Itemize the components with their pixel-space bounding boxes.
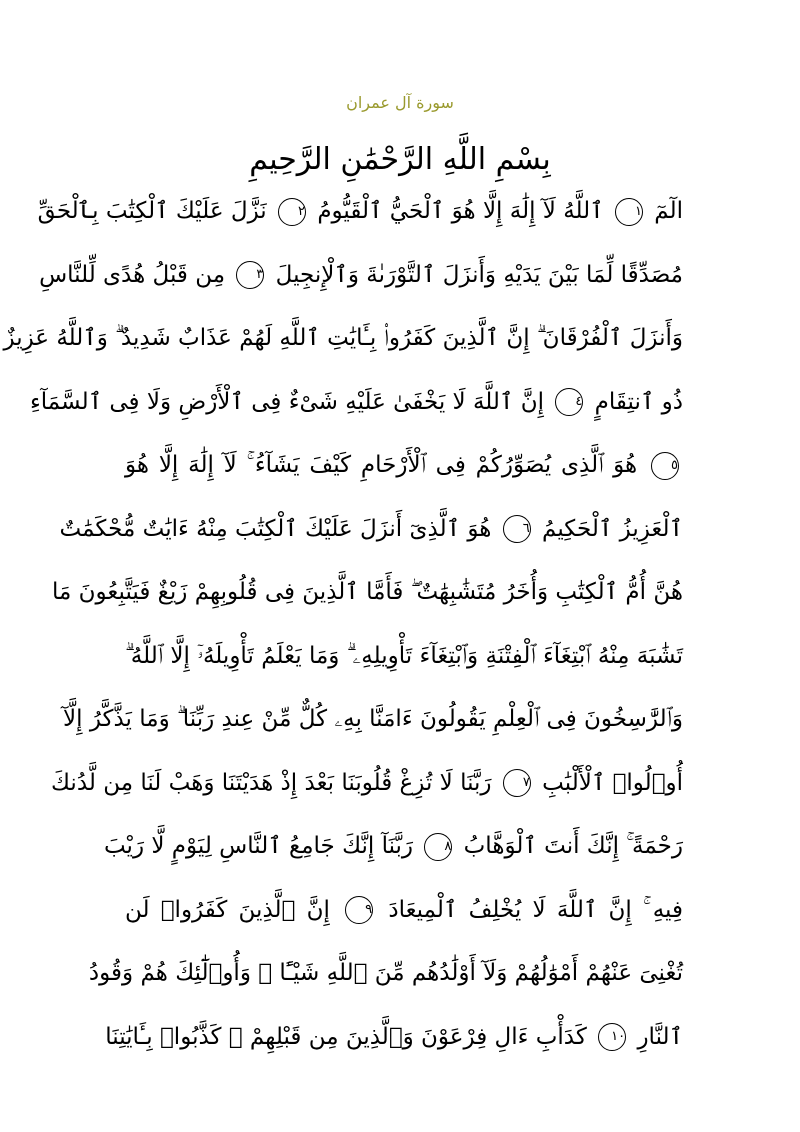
verse-text: وَٱلرَّٰسِخُونَ فِى ٱلْعِلْمِ يَقُولُونَ ءَامَنَّا بِهِۦ كُلٌّ مِّنْ عِندِ رَبِّنَا ۗ وَمَا يَذَّكَّرُ إِلَّآ — [63, 706, 683, 732]
verse-text: ٱللَّهُ لَآ إِلَٰهَ إِلَّا هُوَ ٱلْحَيُّ ٱلْقَيُّومُ — [317, 198, 604, 224]
verse-line — [52, 561, 683, 625]
verse-text: ٱلْعَزِيزُ ٱلْحَكِيمُ — [542, 515, 683, 542]
verse-line — [125, 625, 683, 689]
ayah-number-marker: ٥ — [651, 452, 679, 480]
ayah-number-marker: ٣ — [236, 261, 264, 289]
verse-line — [39, 244, 683, 308]
verse-text: فِيهِ ۚ إِنَّ ٱللَّهَ لَا يُخْلِفُ ٱلْمِيعَادَ — [388, 896, 683, 923]
verse-line — [125, 879, 683, 943]
verse-text: تَشَٰبَهَ مِنْهُ ٱبْتِغَآءَ ٱلْفِتْنَةِ وَٱبْتِغَآءَ تَأْوِيلِهِۦ ۗ وَمَا يَعْلَمُ تَأْوِيلَهُۥٓ إِلَّا ٱللَّهُ ۗ — [125, 642, 683, 669]
verse-line — [88, 942, 683, 1006]
surah-title: سورة آل عمران — [346, 93, 454, 112]
verse-text: رَحْمَةً ۚ إِنَّكَ أَنتَ ٱلْوَهَّابُ — [463, 833, 683, 859]
verse-text: رَبَّنَا لَا تُزِغْ قُلُوبَنَا بَعْدَ إِذْ هَدَيْتَنَا وَهَبْ لَنَا مِن لَّدُنكَ — [51, 769, 492, 796]
verse-text: وَأَنزَلَ ٱلْفُرْقَانَ ۗ إِنَّ ٱلَّذِينَ كَفَرُوا۟ بِـَٔايَٰتِ ٱللَّهِ لَهُمْ عَذَابٌ شَدِيدٌ ۗ وَٱللَّهُ عَزِيزٌ — [3, 325, 683, 351]
ayah-number-marker: ٨ — [424, 833, 452, 861]
verse-lines — [3, 180, 683, 1069]
ayah-number-marker: ٦ — [503, 515, 531, 543]
verse-text: نَزَّلَ عَلَيْكَ ٱلْكِتَٰبَ بِٱلْحَقِّ — [37, 198, 267, 224]
verse-text: هُوَ ٱلَّذِى يُصَوِّرُكُمْ فِى ٱلْأَرْحَامِ كَيْفَ يَشَآءُ ۚ لَآ إِلَٰهَ إِلَّا هُوَ — [125, 452, 638, 478]
ayah-number-marker: ١٠ — [598, 1023, 626, 1051]
verse-text: تُغْنِىَ عَنْهُمْ أَمْوَٰلُهُمْ وَلَآ أَوْلَٰدُهُم مِّنَ ٱللَّهِ شَيْـًٔا ۖ وَأُو۟لَٰٓئِكَ هُمْ وَقُودُ — [88, 960, 683, 986]
verse-line — [51, 752, 683, 816]
ayah-number-marker: ١ — [615, 198, 643, 226]
verse-text: إِنَّ ٱلَّذِينَ كَفَرُوا۟ لَن — [125, 896, 330, 923]
verse-text: أُو۟لُوا۟ ٱلْأَلْبَٰبِ — [542, 769, 683, 796]
verse-text: رَبَّنَآ إِنَّكَ جَامِعُ ٱلنَّاسِ لِيَوْمٍ لَّا رَيْبَ — [103, 833, 414, 859]
ayah-number-marker: ٢ — [278, 198, 306, 226]
verse-text: مِن قَبْلُ هُدًى لِّلنَّاسِ — [39, 261, 226, 288]
verse-line — [125, 434, 683, 498]
basmala: بِسْمِ اللَّهِ الرَّحْمَٰنِ الرَّحِيمِ — [249, 142, 551, 177]
verse-text: كَدَأْبِ ءَالِ فِرْعَوْنَ وَٱلَّذِينَ مِن قَبْلِهِمْ ۚ كَذَّبُوا۟ بِـَٔايَٰتِنَا — [105, 1023, 587, 1050]
verse-line — [3, 307, 683, 371]
verse-line — [63, 688, 683, 752]
verse-text: هُنَّ أُمُّ ٱلْكِتَٰبِ وَأُخَرُ مُتَشَٰبِهَٰتٌ ۖ فَأَمَّا ٱلَّذِينَ فِى قُلُوبِهِمْ زَيْغٌ فَيَتَّبِعُونَ مَا — [52, 579, 683, 605]
verse-text: ذُو ٱنتِقَامٍ — [594, 388, 683, 415]
ayah-number-marker: ٩ — [345, 896, 373, 924]
verse-line — [59, 498, 683, 562]
verse-text: ٱلنَّارِ — [637, 1023, 683, 1050]
verse-text: مُصَدِّقًا لِّمَا بَيْنَ يَدَيْهِ وَأَنزَلَ ٱلتَّوْرَىٰةَ وَٱلْإِنجِيلَ — [275, 261, 683, 288]
verse-text: الٓمٓ — [654, 198, 683, 224]
verse-line — [29, 371, 683, 435]
ayah-number-marker: ٧ — [503, 769, 531, 797]
ayah-number-marker: ٤ — [555, 388, 583, 416]
verse-line — [103, 815, 683, 879]
verse-text: إِنَّ ٱللَّهَ لَا يَخْفَىٰ عَلَيْهِ شَىْءٌ فِى ٱلْأَرْضِ وَلَا فِى ٱلسَّمَآءِ — [29, 388, 544, 415]
verse-line — [37, 180, 683, 244]
verse-line — [105, 1006, 683, 1070]
verse-text: هُوَ ٱلَّذِىٓ أَنزَلَ عَلَيْكَ ٱلْكِتَٰبَ مِنْهُ ءَايَٰتٌ مُّحْكَمَٰتٌ — [59, 515, 492, 542]
